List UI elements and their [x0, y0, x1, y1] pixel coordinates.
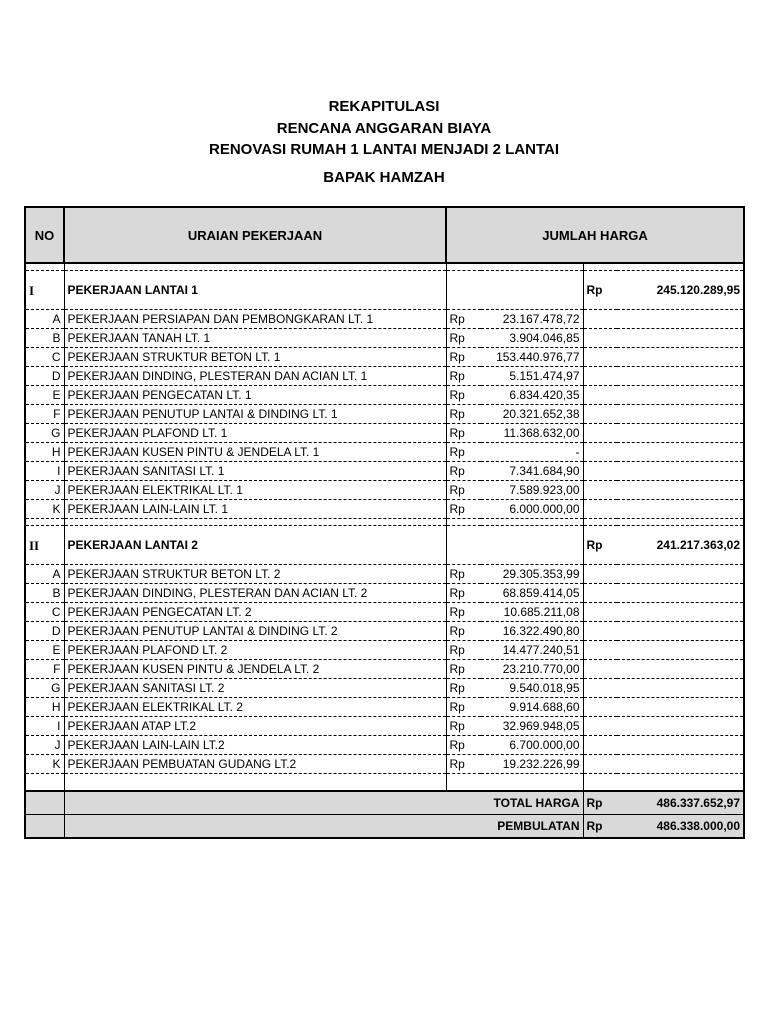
- item-currency: Rp: [446, 348, 481, 367]
- item-no: G: [25, 679, 64, 698]
- item-desc: PEKERJAAN LAIN-LAIN LT. 1: [64, 500, 446, 519]
- title-line-3: RENOVASI RUMAH 1 LANTAI MENJADI 2 LANTAI: [208, 141, 559, 158]
- recap-table: [24, 206, 745, 839]
- section-no: I: [25, 271, 64, 310]
- item-row: [25, 641, 744, 660]
- item-value: 32.969.948,05: [481, 717, 583, 736]
- total-harga-row: [25, 791, 744, 815]
- spacer-row: [25, 774, 744, 792]
- item-row: [25, 481, 744, 500]
- item-value: 9.540.018,95: [481, 679, 583, 698]
- item-currency: Rp: [446, 698, 481, 717]
- item-desc: PEKERJAAN PENUTUP LANTAI & DINDING LT. 1: [64, 405, 446, 424]
- owner-name: BAPAK HAMZAH: [323, 168, 445, 186]
- total-harga-row-value: 486.337.652,97: [617, 791, 744, 815]
- pembulatan-row-label: PEMBULATAN: [64, 815, 583, 839]
- title-line-1: REKAPITULASI: [328, 98, 440, 115]
- item-row: [25, 386, 744, 405]
- item-currency: Rp: [446, 660, 481, 679]
- item-currency: Rp: [446, 462, 481, 481]
- item-row: [25, 405, 744, 424]
- section-name: PEKERJAAN LANTAI 1: [64, 271, 446, 310]
- item-no: I: [25, 462, 64, 481]
- item-row: [25, 622, 744, 641]
- item-value: 3.904.046,85: [481, 329, 583, 348]
- item-desc: PEKERJAAN ATAP LT.2: [64, 717, 446, 736]
- item-no: A: [25, 310, 64, 329]
- item-value: 7.341.684,90: [481, 462, 583, 481]
- item-currency: Rp: [446, 565, 481, 584]
- item-no: B: [25, 329, 64, 348]
- item-desc: PEKERJAAN PEMBUATAN GUDANG LT.2: [64, 755, 446, 774]
- item-value: 6.700.000,00: [481, 736, 583, 755]
- document-title-block: [0, 96, 768, 188]
- item-desc: PEKERJAAN LAIN-LAIN LT.2: [64, 736, 446, 755]
- item-no: E: [25, 386, 64, 405]
- item-value: 153.440.976,77: [481, 348, 583, 367]
- section-row: [25, 271, 744, 310]
- item-currency: Rp: [446, 641, 481, 660]
- item-value: -: [481, 443, 583, 462]
- section-row: [25, 526, 744, 565]
- item-desc: PEKERJAAN SANITASI LT. 1: [64, 462, 446, 481]
- item-desc: PEKERJAAN KUSEN PINTU & JENDELA LT. 2: [64, 660, 446, 679]
- item-currency: Rp: [446, 329, 481, 348]
- item-currency: Rp: [446, 310, 481, 329]
- item-no: F: [25, 660, 64, 679]
- item-desc: PEKERJAAN PLAFOND LT. 2: [64, 641, 446, 660]
- item-no: G: [25, 424, 64, 443]
- item-value: 16.322.490,80: [481, 622, 583, 641]
- table-header: [25, 207, 744, 263]
- item-desc: PEKERJAAN STRUKTUR BETON LT. 1: [64, 348, 446, 367]
- item-value: 19.232.226,99: [481, 755, 583, 774]
- item-desc: PEKERJAAN PENGECATAN LT. 2: [64, 603, 446, 622]
- section-no: II: [25, 526, 64, 565]
- item-no: J: [25, 481, 64, 500]
- item-no: E: [25, 641, 64, 660]
- item-no: C: [25, 603, 64, 622]
- item-value: 6.000.000,00: [481, 500, 583, 519]
- item-currency: Rp: [446, 481, 481, 500]
- item-currency: Rp: [446, 424, 481, 443]
- item-no: K: [25, 755, 64, 774]
- item-no: I: [25, 717, 64, 736]
- item-desc: PEKERJAAN ELEKTRIKAL LT. 2: [64, 698, 446, 717]
- item-row: [25, 462, 744, 481]
- item-row: [25, 443, 744, 462]
- item-row: [25, 717, 744, 736]
- item-value: 23.167.478,72: [481, 310, 583, 329]
- item-desc: PEKERJAAN PENUTUP LANTAI & DINDING LT. 2: [64, 622, 446, 641]
- item-desc: PEKERJAAN DINDING, PLESTERAN DAN ACIAN LT. 2: [64, 584, 446, 603]
- total-harga-row-currency: Rp: [583, 791, 617, 815]
- item-currency: Rp: [446, 584, 481, 603]
- item-desc: PEKERJAAN PLAFOND LT. 1: [64, 424, 446, 443]
- item-value: 68.859.414,05: [481, 584, 583, 603]
- item-desc: PEKERJAAN DINDING, PLESTERAN DAN ACIAN LT. 1: [64, 367, 446, 386]
- item-currency: Rp: [446, 603, 481, 622]
- item-currency: Rp: [446, 622, 481, 641]
- item-row: [25, 755, 744, 774]
- pembulatan-row: [25, 815, 744, 839]
- item-row: [25, 310, 744, 329]
- item-no: B: [25, 584, 64, 603]
- item-value: 6.834.420,35: [481, 386, 583, 405]
- section-currency: Rp: [583, 526, 617, 565]
- item-value: 29.305.353,99: [481, 565, 583, 584]
- item-value: 10.685.211,08: [481, 603, 583, 622]
- item-desc: PEKERJAAN ELEKTRIKAL LT. 1: [64, 481, 446, 500]
- section-currency: Rp: [583, 271, 617, 310]
- item-value: 14.477.240,51: [481, 641, 583, 660]
- item-no: J: [25, 736, 64, 755]
- item-value: 9.914.688,60: [481, 698, 583, 717]
- item-desc: PEKERJAAN KUSEN PINTU & JENDELA LT. 1: [64, 443, 446, 462]
- pembulatan-row-currency: Rp: [583, 815, 617, 839]
- item-value: 5.151.474,97: [481, 367, 583, 386]
- title-line-2: RENCANA ANGGARAN BIAYA: [276, 119, 492, 137]
- item-no: H: [25, 443, 64, 462]
- item-row: [25, 348, 744, 367]
- item-value: 11.368.632,00: [481, 424, 583, 443]
- item-currency: Rp: [446, 386, 481, 405]
- item-row: [25, 584, 744, 603]
- header-no: NO: [25, 207, 64, 263]
- item-currency: Rp: [446, 405, 481, 424]
- total-harga-row-label: TOTAL HARGA: [64, 791, 583, 815]
- item-desc: PEKERJAAN STRUKTUR BETON LT. 2: [64, 565, 446, 584]
- item-row: [25, 500, 744, 519]
- item-row: [25, 329, 744, 348]
- item-row: [25, 736, 744, 755]
- item-value: 20.321.652,38: [481, 405, 583, 424]
- item-desc: PEKERJAAN PENGECATAN LT. 1: [64, 386, 446, 405]
- item-row: [25, 424, 744, 443]
- item-no: D: [25, 622, 64, 641]
- item-currency: Rp: [446, 443, 481, 462]
- item-no: C: [25, 348, 64, 367]
- item-no: K: [25, 500, 64, 519]
- section-subtotal: 245.120.289,95: [617, 271, 744, 310]
- item-row: [25, 603, 744, 622]
- item-row: [25, 367, 744, 386]
- item-desc: PEKERJAAN SANITASI LT. 2: [64, 679, 446, 698]
- item-row: [25, 660, 744, 679]
- item-currency: Rp: [446, 736, 481, 755]
- item-no: D: [25, 367, 64, 386]
- spacer-row: [25, 263, 744, 271]
- header-uraian: URAIAN PEKERJAAN: [64, 207, 446, 263]
- item-currency: Rp: [446, 755, 481, 774]
- item-row: [25, 679, 744, 698]
- item-currency: Rp: [446, 367, 481, 386]
- item-no: F: [25, 405, 64, 424]
- item-value: 7.589.923,00: [481, 481, 583, 500]
- section-subtotal: 241.217.363,02: [617, 526, 744, 565]
- item-currency: Rp: [446, 500, 481, 519]
- spacer-row: [25, 519, 744, 526]
- item-row: [25, 565, 744, 584]
- item-currency: Rp: [446, 679, 481, 698]
- item-row: [25, 698, 744, 717]
- item-desc: PEKERJAAN PERSIAPAN DAN PEMBONGKARAN LT. 1: [64, 310, 446, 329]
- item-no: A: [25, 565, 64, 584]
- item-currency: Rp: [446, 717, 481, 736]
- item-no: H: [25, 698, 64, 717]
- pembulatan-row-value: 486.338.000,00: [617, 815, 744, 839]
- header-jumlah: JUMLAH HARGA: [446, 207, 744, 263]
- item-value: 23.210.770,00: [481, 660, 583, 679]
- section-name: PEKERJAAN LANTAI 2: [64, 526, 446, 565]
- item-desc: PEKERJAAN TANAH LT. 1: [64, 329, 446, 348]
